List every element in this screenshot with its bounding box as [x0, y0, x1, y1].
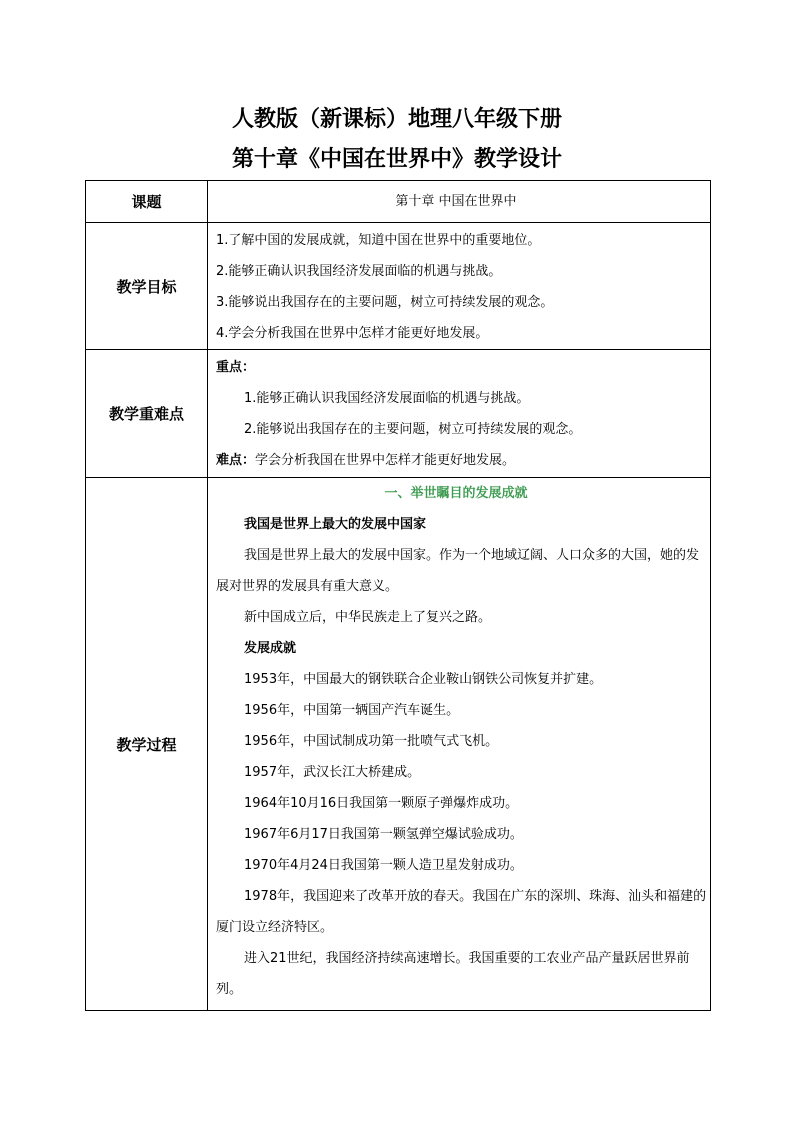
lesson-plan-table	[85, 180, 711, 1011]
topic-value: 第十章 中国在世界中	[395, 193, 517, 209]
focus-item: 1.能够正确认识我国经济发展面临的机遇与挑战。	[244, 391, 530, 406]
difficulty-heading: 难点：	[216, 453, 256, 468]
objective-item: 4.学会分析我国在世界中怎样才能更好地发展。	[216, 326, 489, 341]
key-points-label: 教学重难点	[86, 350, 208, 478]
event-item: 1967年6月17日我国第一颗氢弹空爆试验成功。	[244, 827, 523, 842]
event-item: 1970年4月24日我国第一颗人造卫星发射成功。	[244, 858, 523, 873]
objective-item: 3.能够说出我国存在的主要问题，树立可持续发展的观念。	[216, 295, 554, 310]
table-row-topic	[86, 181, 711, 223]
subheading-achievements: 发展成就	[244, 641, 297, 656]
paragraph: 进入21世纪，我国经济持续高速增长。我国重要的工农业产品产量跃居世界前列。	[216, 951, 690, 997]
objective-item: 1.了解中国的发展成就，知道中国在世界中的重要地位。	[216, 233, 541, 248]
section-heading: 一、举世瞩目的发展成就	[384, 486, 528, 501]
paragraph: 新中国成立后，中华民族走上了复兴之路。	[244, 610, 492, 625]
paragraph: 1978年，我国迎来了改革开放的春天。我国在广东的深圳、珠海、汕头和福建的厦门设立经济特区。	[216, 889, 707, 935]
objective-item: 2.能够正确认识我国经济发展面临的机遇与挑战。	[216, 264, 502, 279]
difficulty-line	[208, 445, 710, 476]
table-row-key-points	[86, 350, 711, 478]
event-item: 1956年，中国试制成功第一批喷气式飞机。	[244, 734, 499, 749]
event-item: 1957年，武汉长江大桥建成。	[244, 765, 421, 780]
table-row-process	[86, 478, 711, 1011]
focus-item: 2.能够说出我国存在的主要问题，树立可持续发展的观念。	[244, 422, 582, 437]
event-item: 1953年，中国最大的钢铁联合企业鞍山钢铁公司恢复并扩建。	[244, 672, 603, 687]
difficulty-text: 学会分析我国在世界中怎样才能更好地发展。	[255, 453, 516, 468]
table-row-objectives	[86, 223, 711, 350]
objectives-cell	[208, 223, 711, 350]
event-item: 1964年10月16日我国第一颗原子弹爆炸成功。	[244, 796, 519, 811]
document-title: 人教版（新课标）地理八年级下册	[231, 106, 562, 132]
focus-heading: 重点：	[216, 360, 256, 375]
objectives-label: 教学目标	[86, 223, 208, 350]
process-label: 教学过程	[86, 478, 208, 1011]
paragraph: 我国是世界上最大的发展中国家。作为一个地域辽阔、人口众多的大国，她的发展对世界的发展具有重大意义。	[216, 548, 700, 594]
topic-cell	[208, 181, 711, 223]
document-subtitle: 第十章《中国在世界中》教学设计	[231, 146, 562, 172]
process-cell	[208, 478, 711, 1011]
event-item: 1956年，中国第一辆国产汽车诞生。	[244, 703, 460, 718]
topic-label: 课题	[86, 181, 208, 223]
subheading-largest-developing-country: 我国是世界上最大的发展中国家	[244, 517, 427, 532]
key-points-cell	[208, 350, 711, 478]
